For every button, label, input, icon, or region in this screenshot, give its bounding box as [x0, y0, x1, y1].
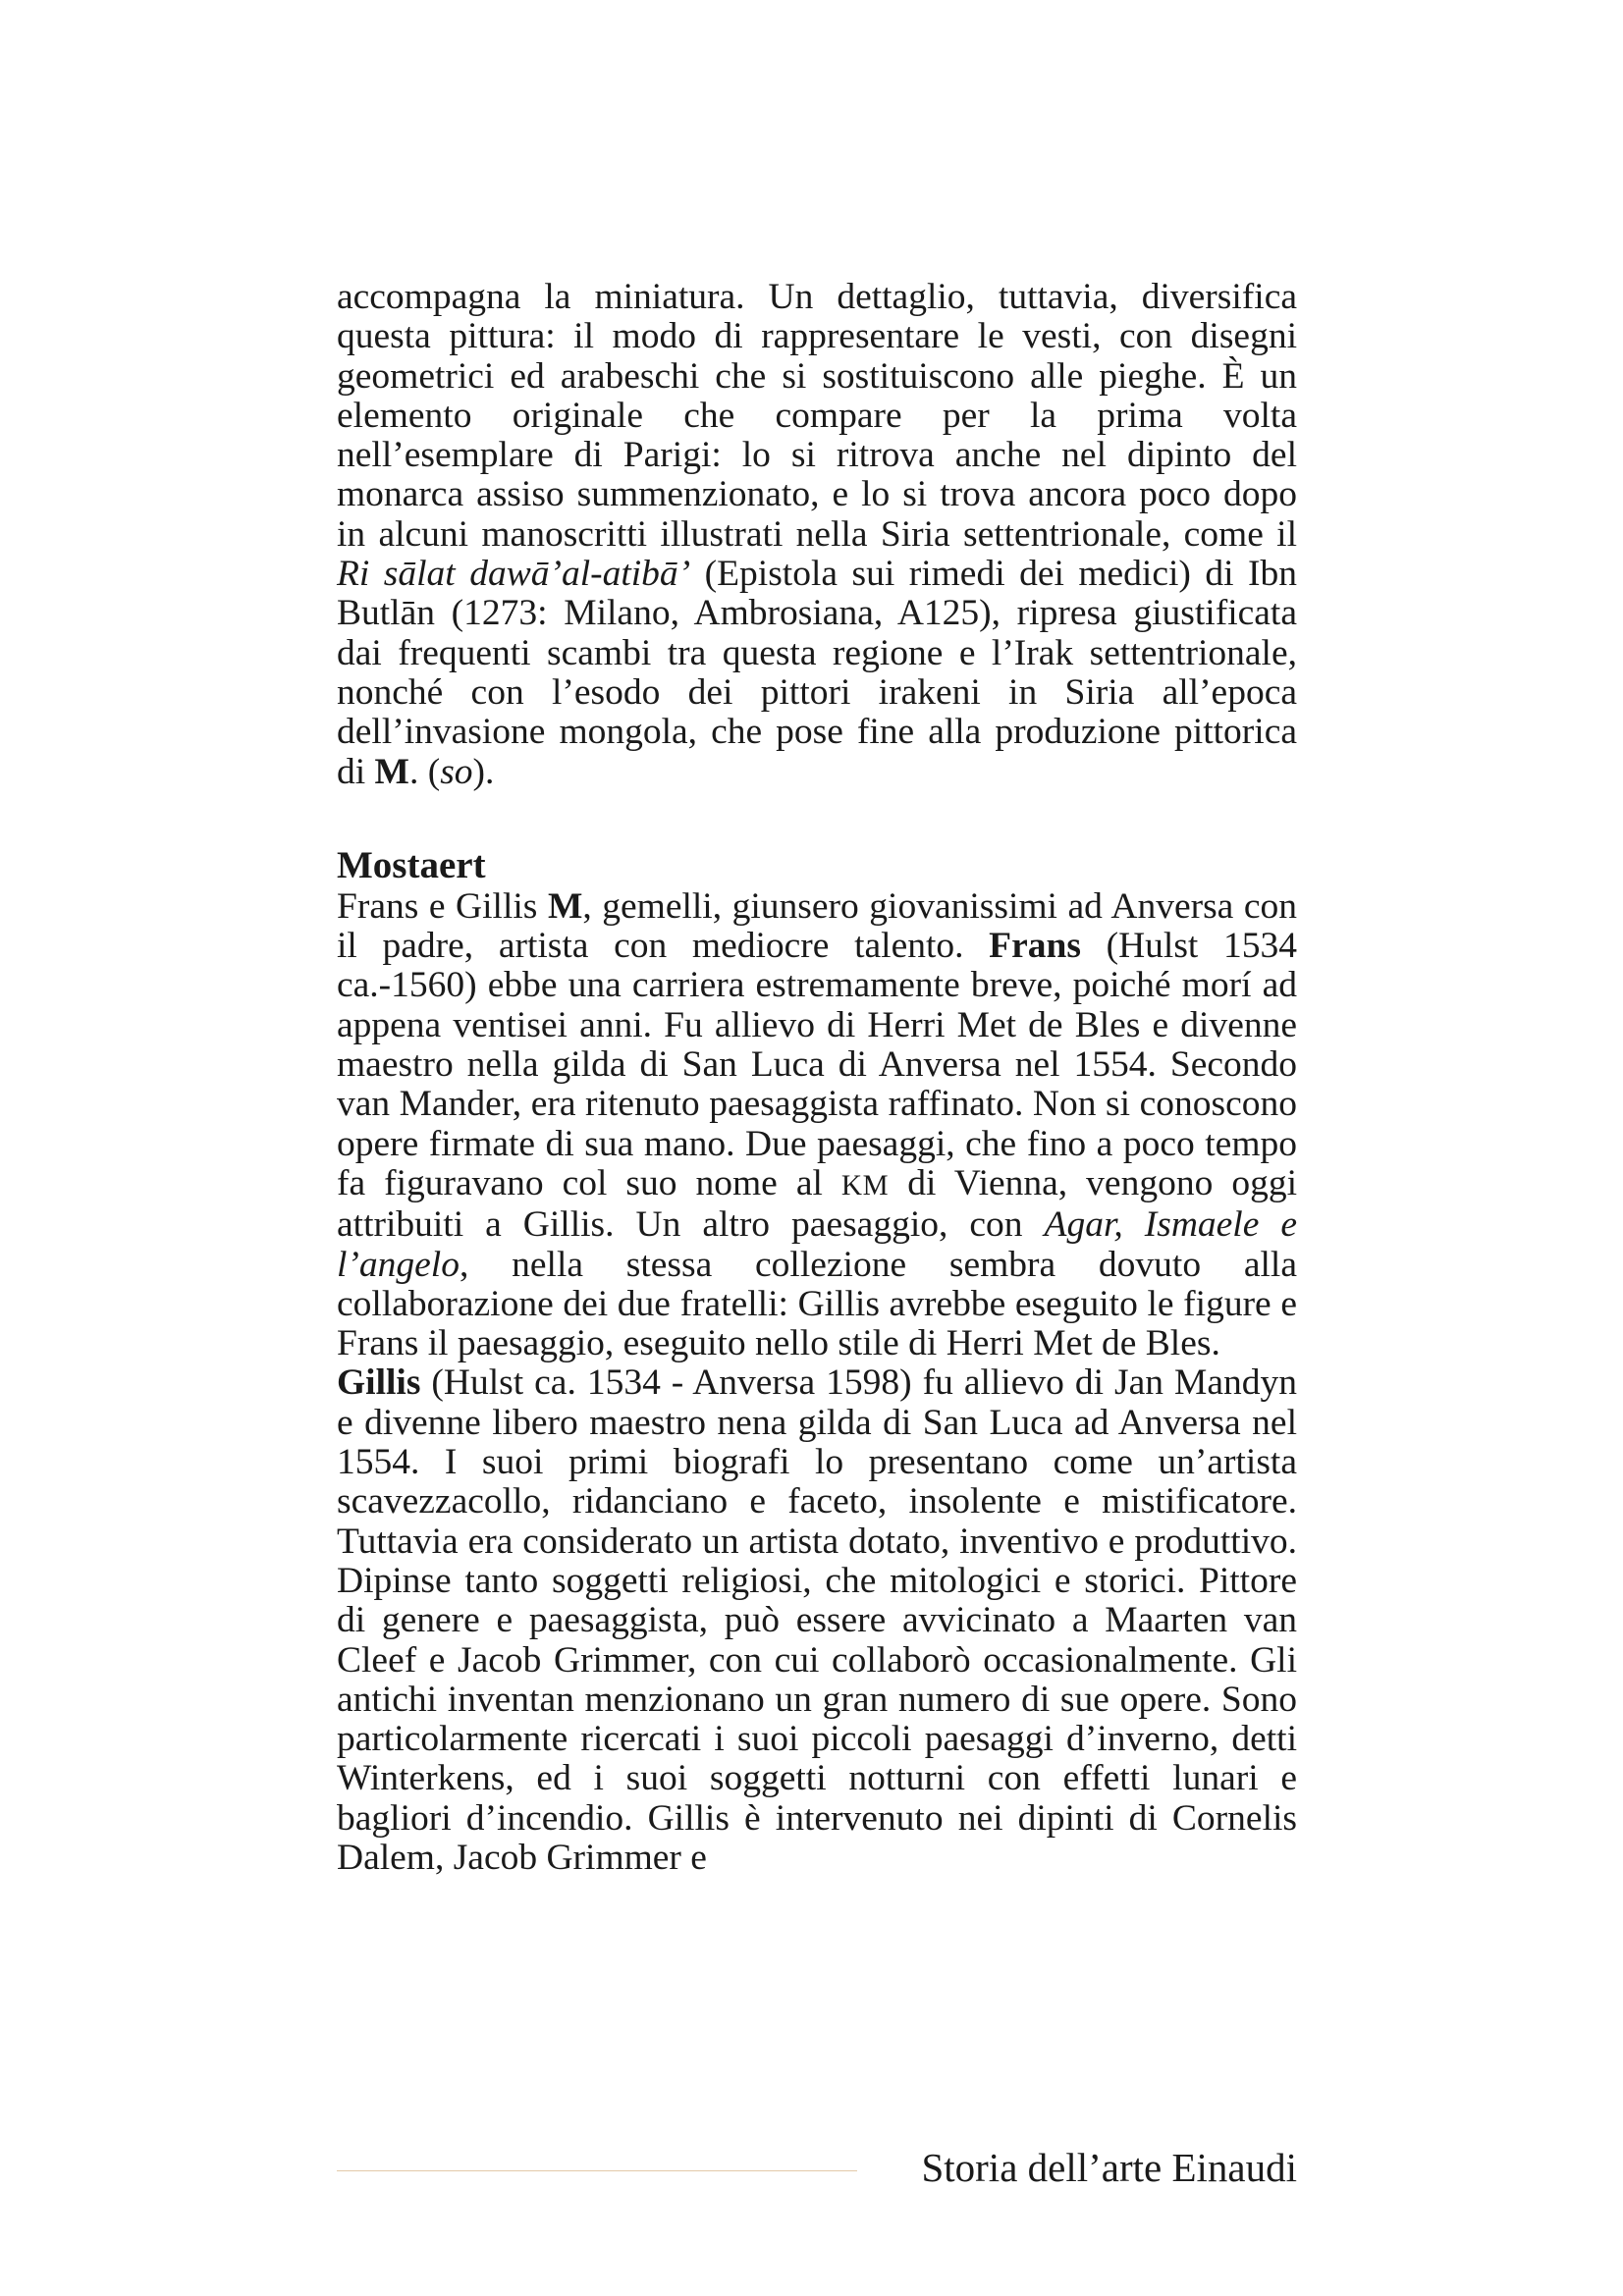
- text-run: Frans e Gillis: [337, 885, 548, 927]
- text-run: (Epistola sui rimedi dei medici) di Ibn Butlān (1273: Milano, Ambrosiana, A125), ripresa giustificata dai frequenti scambi tra questa regione e l’Irak settentrionale, nonché con l’esodo dei pittori irakeni in Siria all’epoca dell’invasione mongola, che pose fine alla produzione pittorica di: [337, 554, 1297, 792]
- work-title: Ri sālat dawā’al-atibā’: [337, 554, 691, 595]
- footer-label: Storia dell’arte Einaudi: [921, 2145, 1297, 2190]
- paragraph-intro: [337, 278, 1297, 792]
- work-title: Agar, Ismaele e l’angelo: [337, 1204, 1298, 1285]
- museum-abbrev: KM: [840, 1169, 890, 1201]
- paragraph-gillis: [337, 1363, 1297, 1878]
- author-initials: so: [440, 751, 473, 792]
- paragraph-frans: [337, 887, 1297, 1364]
- footer-rule: [337, 2170, 857, 2171]
- text-column: [337, 278, 1297, 1878]
- text-run: , nella stessa collezione sembra dovuto alla collaborazione dei due fratelli: Gillis avrebbe eseguito le figure e Frans il paesaggio, eseguito nello stile di Herri Met de Bles.: [337, 1244, 1297, 1364]
- entry-heading: Mostaert: [337, 843, 486, 886]
- entry-abbrev: M: [374, 751, 409, 792]
- subentry-name: Gillis: [337, 1362, 421, 1404]
- subentry-name: Frans: [989, 926, 1081, 967]
- text-run: ).: [472, 751, 495, 792]
- text-run: di Vienna, vengono oggi attribuiti a Gillis. Un altro paesaggio, con: [337, 1162, 1297, 1246]
- text-run: (Hulst 1534 ca.-1560) ebbe una carriera estremamente breve, poiché morí ad appena ventisei anni. Fu allievo di Herri Met de Bles e divenne maestro nella gilda di San Luca di Anversa nel 1554. Secondo van Mander, era ritenuto paesaggista raffinato. Non si conoscono opere firmate di sua mano. Due paesaggi, che fino a poco tempo fa figuravano col suo nome al: [337, 926, 1297, 1203]
- entry-abbrev: M: [547, 885, 583, 927]
- text-run: accompagna la miniatura. Un dettaglio, tuttavia, diversifica questa pittura: il modo di rappresentare le vesti, con disegni geometrici ed arabeschi che si sostituiscono alle pieghe. È un elemento originale che compare per la prima volta nell’esemplare di Parigi: lo si ritrova anche nel dipinto del monarca assiso summenzionato, e lo si trova ancora poco dopo in alcuni manoscritti illustrati nella Siria settentrionale, come il: [337, 277, 1297, 555]
- text-run: . (: [408, 751, 441, 792]
- text-run: (Hulst ca. 1534 - Anversa 1598) fu allievo di Jan Mandyn e divenne libero maestro nena gilda di San Luca ad Anversa nel 1554. I suoi primi biografi lo presentano come un’artista scavezzacollo, ridanciano e faceto, insolente e mistificatore. Tuttavia era considerato un artista dotato, inventivo e produttivo. Dipinse tanto soggetti religiosi, che mitologici e storici. Pittore di genere e paesaggista, può essere avvicinato a Maarten van Cleef e Jacob Grimmer, con cui collaborò occasionalmente. Gli antichi inventan menzionano un gran numero di sue opere. Sono particolarmente ricercati i suoi piccoli paesaggi d’inverno, detti Winterkens, ed i suoi soggetti notturni con effetti lunari e bagliori d’incendio. Gillis è intervenuto nei dipinti di Cornelis Dalem, Jacob Grimmer e: [337, 1362, 1297, 1878]
- text-run: , gemelli, giunsero giovanissimi ad Anversa con il padre, artista con mediocre talento.: [337, 885, 1298, 967]
